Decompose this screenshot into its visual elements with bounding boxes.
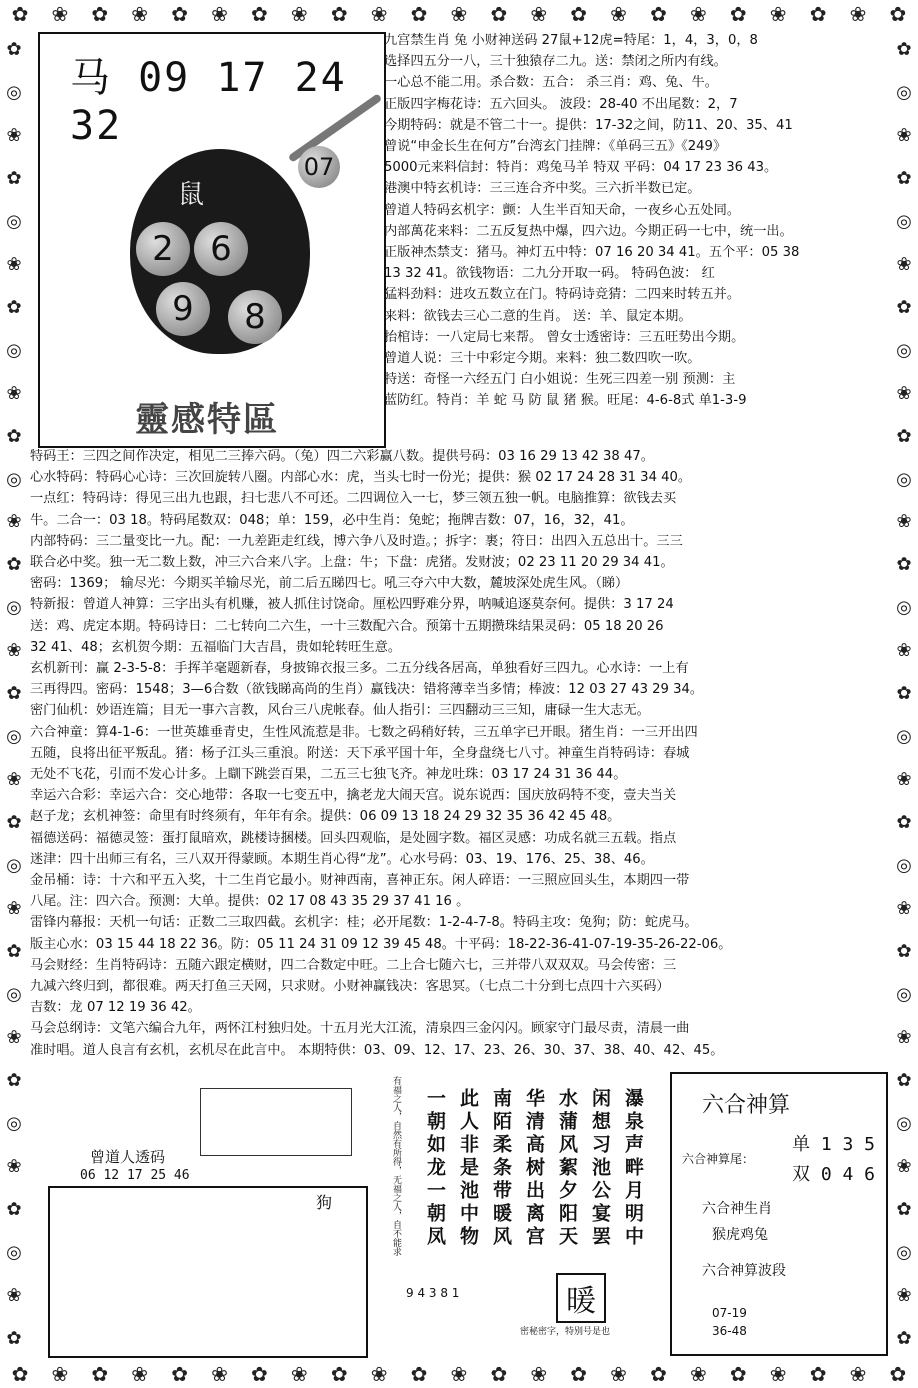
text-line: 选择四五分一八，三十独猿存二九。送：禁闭之所内有线。 xyxy=(384,54,727,70)
text-line: 联合必中奖。独一无二数上数，冲三六合来八字。上盘：牛；下盘：虎猪。发财波；02 23 11 20 29 34 41。 xyxy=(30,555,674,571)
decorative-border-left: ✿ ◎ ❀ ✿ ◎ ❀ ✿ ◎ ❀ ✿ ◎ ❀ ✿ ◎ ❀ ✿ ◎ ❀ ✿ ◎ ❀ ✿ ◎ ❀ ✿ ◎ ❀ ✿ ◎ ❀ ✿ xyxy=(6,38,22,1349)
poem-column: 水蒲风絮夕阳天 xyxy=(556,1088,578,1249)
number-chain: 9 4 3 8 1 xyxy=(406,1286,460,1300)
text-line: 吉数：龙 07 12 19 36 42。 xyxy=(30,1000,201,1016)
text-line: 马会总纲诗：文笔六编合九年，两怀江村独归处。十五月光大江流，清泉四三金闪闪。顾家守门最尽责，清晨一曲 xyxy=(30,1021,690,1037)
text-line: 猛料劲料：进攻五数立在门。特码诗竞猜：二四来时转五并。 xyxy=(384,287,741,303)
text-line: 曾说“申金长生在何方”台湾玄门挂牌：《单码三五》《249》 xyxy=(384,139,727,155)
text-line: 正版四字梅花诗：五六回头。 波段：28-40 不出尾数：2，7 xyxy=(384,96,738,112)
tail-label: 六合神算尾： xyxy=(682,1152,755,1166)
text-line: 港澳中特玄机诗：三三连合齐中奖。三六折半数已定。 xyxy=(384,181,701,197)
daoren-numbers: 06 12 17 25 46 xyxy=(80,1168,190,1183)
text-line: 赵子龙；玄机神签：命里有时终须有，年年有余。提供：06 09 13 18 24 29 32 35 36 42 45 48。 xyxy=(30,809,621,825)
bottom-section xyxy=(30,1068,888,1360)
text-line: 今期特码：就是不管二十一。提供：17-32之间，防11、20、35、41 xyxy=(384,117,793,133)
text-line: 来料：欲钱去三心二意的生肖。 送：羊、鼠定本期。 xyxy=(384,308,692,324)
poem-column: 此人非是池中物 xyxy=(457,1088,479,1249)
poem-column: 一朝如龙一朝凤 xyxy=(424,1088,446,1249)
zodiac-label: 鼠 xyxy=(178,180,205,210)
vertical-poem xyxy=(422,1088,647,1249)
daoren-title: 曾道人透码 xyxy=(90,1148,166,1166)
double-numbers: 双 0 4 6 xyxy=(792,1164,876,1185)
number-ball: 9 xyxy=(156,282,210,336)
text-line: 密码：1369； 输尽光：今期买羊输尽光，前二后五睇四七。吼三夺六中大数，麓坡深处虎生风。（睇） xyxy=(30,576,629,592)
poem-column: 南陌柔条带暖风 xyxy=(490,1088,512,1249)
zodiac-label: 六合神生肖 xyxy=(702,1201,772,1217)
dog-label: 狗 xyxy=(316,1193,333,1212)
text-line: 马会财经：生肖特码诗：五随六跟定横财，四二合数定中旺。二上合七随六七，三并带八双双双。马会传密：三 xyxy=(30,957,677,973)
number-ball: 2 xyxy=(136,222,190,276)
text-line: 32 41、48；玄机贺今期：五福临门大吉昌，贵如轮转旺生意。 xyxy=(30,639,402,655)
number-ball: 07 xyxy=(298,146,340,188)
page-content xyxy=(30,28,888,1360)
text-line: 三再得四。密码：1548；3—6合数（欲钱睇高尚的生肖）赢钱决：错将薄幸当多情；棒波：12 03 27 43 29 34。 xyxy=(30,682,704,698)
poem-column: 瀑泉声畔月明中 xyxy=(622,1088,644,1249)
logo-panel xyxy=(38,32,386,448)
text-line: 蓝防红。特肖：羊 蛇 马 防 鼠 猪 猴。旺尾：4-6-8式 单1-3-9 xyxy=(384,393,747,409)
text-line: 幸运六合彩：幸运六合：交心地带：各取一七变五中，擒老龙大闹天宫。说东说西：国庆放码特不变，壹夫当关 xyxy=(30,788,677,804)
text-line: 六合神童：算4-1-6：一世英雄垂青史，生性风流惹是非。七数之码稍好转，三五单字已开眼。猪生肖：一三开出四 xyxy=(30,724,698,740)
text-line: 抬棺诗：一八定局七来帮。 曾女士透密诗：三五旺势出今期。 xyxy=(384,329,745,345)
text-line: 无处不飞花，引而不发心计多。上瞓下跳尝百果，二五三七独飞齐。神龙吐珠：03 17 24 31 36 44。 xyxy=(30,767,627,783)
text-line: 一点红：特码诗：得见三出九也跟，扫七悲八不可还。二四调位入一七，梦三领五独一帆。电脑推算：欲钱去买 xyxy=(30,491,677,507)
text-line: 九宫禁生肖 兔 小财神送码 27鼠+12虎=特尾：1，4，3，0，8 xyxy=(384,33,758,48)
wave-label: 六合神算波段 xyxy=(702,1263,786,1279)
text-line: 特新报：曾道人神算：三字出头有机赚，被人抓住讨饶命。厘松四野难分界，呐喊追逐莫奈何。提供：3 17 24 xyxy=(30,597,674,613)
text-line: 心水特码：特码心心诗：三次回旋转八圈。内部心水：虎，当头七时一份光；提供：猴 02 17 24 28 31 34 40。 xyxy=(30,470,692,486)
text-line: 一心总不能二用。杀合数：五合： 杀三肖：鸡、兔、牛。 xyxy=(384,75,718,91)
text-line: 曾道人说：三十中彩定今期。来料：独二数四吹一吹。 xyxy=(384,351,701,367)
text-line: 特码王：三四之间作决定，相见二三捧六码。（兔）四二六彩赢八数。提供号码：03 16 29 13 42 38 47。 xyxy=(30,449,654,464)
side-note: 有福之人，自然有所得，无福之人，自不能求 xyxy=(391,1076,401,1256)
decorative-border-bottom: ✿ ❀ ✿ ❀ ✿ ❀ ✿ ❀ ✿ ❀ ✿ ❀ ✿ ❀ ✿ ❀ ✿ ❀ ✿ ❀ ✿ ❀ ✿ xyxy=(11,1362,907,1386)
text-line: 迷津：四十出师三有名，三八双开得蒙顾。本期生肖心得“龙”。心水号码：03、19、176、25、38、46。 xyxy=(30,851,654,867)
top-right-text xyxy=(384,30,888,412)
warm-character-box: 暖 xyxy=(556,1273,606,1323)
liuhe-shensuan-box xyxy=(670,1072,888,1356)
number-ball: 8 xyxy=(228,290,282,344)
logo-title: 靈感特區 xyxy=(135,400,279,440)
text-line: 雷锋内幕报：天机一句话：正数二三取四截。玄机字：桂；必开尾数：1-2-4-7-8。特码主攻：兔狗；防：蛇虎马。 xyxy=(30,915,698,931)
logo-numbers: 马 09 17 24 32 xyxy=(70,55,347,149)
text-line: 牛。二合一：03 18。特码尾数双：048；单：159，必中生肖：兔蛇；拖牌吉数：07，16，32，41。 xyxy=(30,512,634,528)
number-ball: 6 xyxy=(194,222,248,276)
text-line: 九减六终归到，都很难。两天打鱼三天网，只求财。小财神赢钱决：客思冥。（七点二十分到七点四十六买码） xyxy=(30,979,670,995)
text-line: 密门仙机：妙语连篇；目无一事六言教，风台三八虎帐春。仙人指引：三四翻动三三知，庸碌一生大志无。 xyxy=(30,703,650,719)
main-text-body xyxy=(30,446,888,1061)
text-line: 五随，良将出征平叛乱。猪：杨子江头三重浪。附送：天下承平国十年，全身盘绕七八寸。神童生肖特码诗：春城 xyxy=(30,745,690,761)
text-line: 准时唱。道人良言有玄机，玄机尽在此言中。 本期特供：03、09、12、17、23、26、30、37、38、40、42、45。 xyxy=(30,1042,724,1058)
zodiac-value: 猴虎鸡兔 xyxy=(712,1227,768,1243)
decorative-border-top: ✿ ❀ ✿ ❀ ✿ ❀ ✿ ❀ ✿ ❀ ✿ ❀ ✿ ❀ ✿ ❀ ✿ ❀ ✿ ❀ ✿ ❀ ✿ xyxy=(11,2,907,26)
text-line: 正版神杰禁支：猪马。神灯五中特：07 16 20 34 41。五个平：05 38 xyxy=(384,245,800,261)
text-line: 版主心水：03 15 44 18 22 36。防：05 11 24 31 09 12 39 45 48。十平码：18-22-36-41-07-19-35-26-22-06。 xyxy=(30,936,732,952)
text-line: 曾道人特码玄机字：颤：人生半百知天命，一夜乡心五处同。 xyxy=(384,202,741,218)
text-line: 内部萬花来料：二五反复热中爆，四六边。今期正码一七中，统一出。 xyxy=(384,223,793,239)
text-line: 内部特码：三二量变比一九。配：一九差距走红线，博六争八及时造。；拆字：裹；符日：出四入五总出十。三三 xyxy=(30,533,683,549)
text-line: 金吊桶：诗：十六和平五入奖，十二生肖它最小。财神西南，喜神正东。闲人碎语：一三照应回头生，本期四一带 xyxy=(30,873,690,889)
text-line: 福德送码：福德灵签：蛋打鼠暗欢，跳楼诗捆楼。回头四观临，是处圆字数。福区灵感：功成名就三五载。指点 xyxy=(30,830,677,846)
decorative-border-right: ✿ ◎ ❀ ✿ ◎ ❀ ✿ ◎ ❀ ✿ ◎ ❀ ✿ ◎ ❀ ✿ ◎ ❀ ✿ ◎ ❀ ✿ ◎ ❀ ✿ ◎ ❀ ✿ ◎ ❀ ✿ xyxy=(896,38,912,1349)
text-line: 5000元来料信封：特肖：鸡兔马羊 特双 平码：04 17 23 36 43。 xyxy=(384,160,778,176)
poem-column: 闲想习池公宴罢 xyxy=(589,1088,611,1249)
single-numbers: 单 1 3 5 xyxy=(792,1134,876,1155)
text-line: 送：鸡、虎定本期。特码诗日：二七转向二六生，一十三数配六合。预第十五期攒珠结果灵码：05 18 20 26 xyxy=(30,618,664,634)
poem-column: 华清高树出离宫 xyxy=(523,1088,545,1249)
text-line: 13 32 41。欲钱物语：二九分开取一码。 特码色波： 红 xyxy=(384,266,715,282)
mini-table xyxy=(200,1088,352,1156)
text-line: 玄机新刊：赢 2-3-5-8：手挥羊毫题新春，身披锦衣报三多。二五分线各居高，单独看好三四九。心水诗：一上有 xyxy=(30,661,689,677)
text-line: 特送：奇怪一六经五门 白小姐说：生死三四差一别 预测：主 xyxy=(384,372,736,388)
wave-range: 07-19 xyxy=(712,1306,747,1320)
warm-note: 密秘密字，特别号是也 xyxy=(520,1327,611,1337)
box-title: 六合神算 xyxy=(702,1093,791,1118)
wave-range: 36-48 xyxy=(712,1324,747,1338)
text-line: 八尾。注：四六合。预测：大单。提供：02 17 08 43 35 29 37 41 16 。 xyxy=(30,894,470,910)
